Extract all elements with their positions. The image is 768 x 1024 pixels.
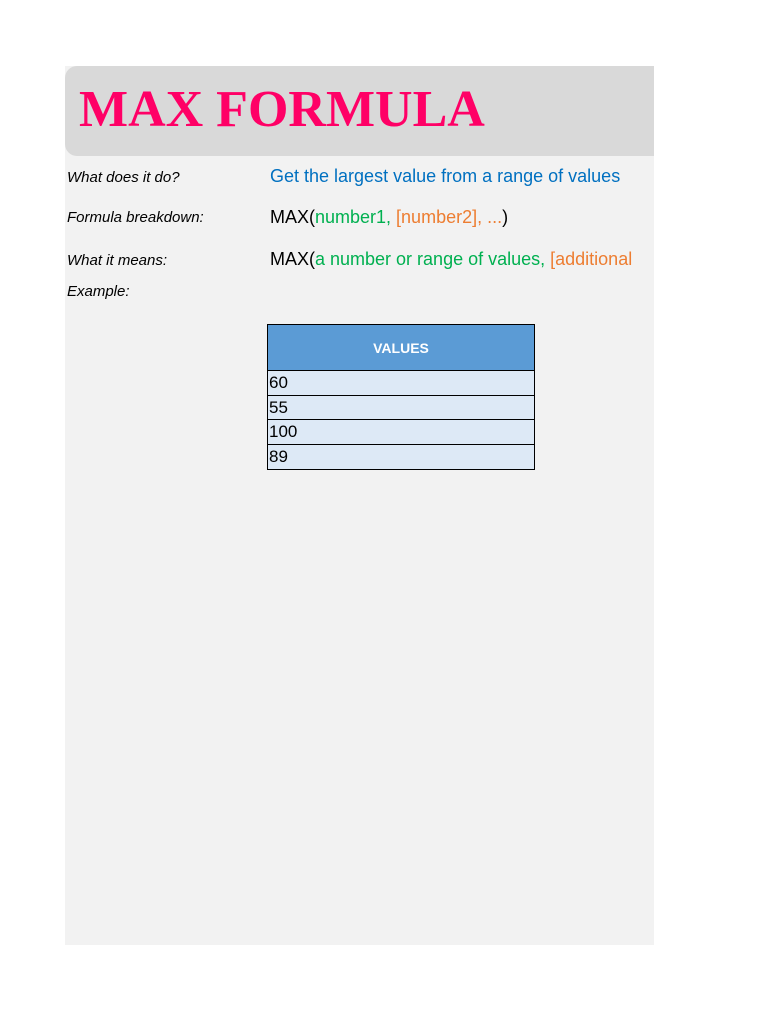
meaning-arg-optional: [additional bbox=[545, 249, 633, 269]
formula-arg-required: number1, bbox=[315, 207, 392, 227]
formula-close-paren: ) bbox=[502, 207, 509, 227]
formula-breakdown-value bbox=[270, 207, 508, 228]
formula-arg-optional: [number2], ... bbox=[391, 207, 503, 227]
table-row[interactable]: 89 bbox=[268, 445, 534, 470]
worksheet bbox=[65, 66, 654, 945]
table-row[interactable]: 55 bbox=[268, 396, 534, 421]
title-banner bbox=[65, 66, 654, 156]
example-label: Example: bbox=[67, 283, 130, 300]
formula-function: MAX( bbox=[270, 207, 315, 227]
table-header: VALUES bbox=[268, 325, 534, 371]
table-row[interactable]: 100 bbox=[268, 420, 534, 445]
meaning-function: MAX( bbox=[270, 249, 315, 269]
what-does-it-do-label: What does it do? bbox=[67, 169, 180, 186]
what-it-means-value bbox=[270, 249, 632, 270]
values-table bbox=[267, 324, 535, 470]
formula-breakdown-label: Formula breakdown: bbox=[67, 209, 204, 226]
page-title: MAX FORMULA bbox=[79, 81, 485, 138]
what-it-means-label: What it means: bbox=[67, 252, 168, 269]
meaning-arg-required: a number or range of values, bbox=[315, 249, 546, 269]
table-row[interactable]: 60 bbox=[268, 371, 534, 396]
what-does-it-do-value: Get the largest value from a range of values bbox=[270, 166, 621, 186]
